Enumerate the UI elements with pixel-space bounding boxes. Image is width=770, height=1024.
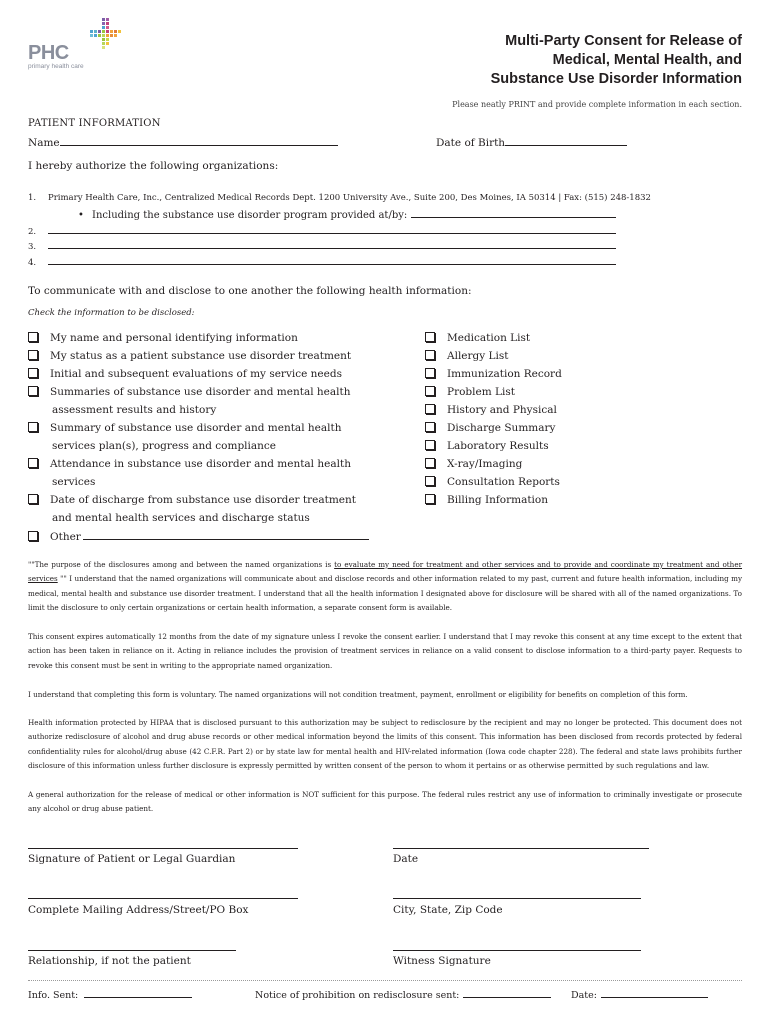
city-label: City, State, Zip Code (393, 904, 503, 916)
checkbox[interactable] (28, 386, 38, 396)
checkbox[interactable] (425, 386, 435, 396)
checkbox[interactable] (425, 350, 435, 360)
org-2-field[interactable] (48, 224, 616, 234)
checklist-item[interactable] (28, 386, 351, 398)
dob-field[interactable] (505, 136, 627, 146)
signature-label: Signature of Patient or Legal Guardian (28, 853, 236, 865)
checkbox[interactable] (28, 531, 38, 541)
checklist-item[interactable] (28, 422, 341, 434)
date-label: Date (393, 853, 419, 865)
checklist-item[interactable] (425, 386, 515, 398)
info-sent-label: Info. Sent: (28, 990, 79, 1001)
footer-divider (28, 980, 742, 981)
disclose-subheading: Check the information to be disclosed: (28, 308, 195, 318)
org-row-1 (28, 193, 651, 203)
other-field[interactable] (83, 530, 369, 540)
info-sent-field[interactable] (84, 988, 192, 998)
checkbox[interactable] (425, 368, 435, 378)
org-1-sub-text: Including the substance use disorder program provided at/by: (92, 210, 408, 221)
disclose-heading (28, 285, 472, 297)
checkbox[interactable] (425, 332, 435, 342)
org-1-text: Primary Health Care, Inc., Centralized Medical Records Dept. 1200 University Ave., Suite 200, Des Moines, IA 50314 | Fax: (515) 248-1832 (48, 193, 651, 203)
notice-row (255, 988, 551, 1001)
checklist-label-cont: assessment results and history (52, 404, 217, 416)
checklist-item[interactable] (425, 404, 557, 416)
dob-row (436, 136, 627, 149)
org-row-4 (28, 255, 616, 268)
address-line[interactable] (28, 898, 298, 899)
checklist-label: Consultation Reports (447, 476, 560, 488)
checklist-item-other[interactable] (28, 530, 369, 543)
expiry-paragraph: This consent expires automatically 12 months from the date of my signature unless I revoke the consent earlier. I understand that I may revoke this consent at any time except to the extent that action has been taken in reliance on it. Acting in reliance includes the provision of treatment services in reliance on a valid consent to disclose information to a third-party payer. Requests to revoke this consent must be sent in writing to the appropriate named organization. (28, 632, 742, 670)
checklist-item[interactable] (28, 332, 298, 344)
voluntary-paragraph: I understand that completing this form is voluntary. The named organizations will not condition treatment, payment, enrollment or eligibility for benefits on completion of this form. (28, 690, 688, 699)
checklist-label: Allergy List (447, 350, 509, 362)
checkbox[interactable] (28, 494, 38, 504)
checkbox[interactable] (425, 476, 435, 486)
checklist-item[interactable] (425, 422, 555, 434)
checklist-item[interactable] (28, 494, 356, 506)
checkbox[interactable] (28, 332, 38, 342)
checklist-item[interactable] (425, 440, 549, 452)
patient-section-title: PATIENT INFORMATION (28, 118, 161, 129)
city-line[interactable] (393, 898, 641, 899)
checklist-item[interactable] (425, 476, 560, 488)
relationship-label: Relationship, if not the patient (28, 955, 191, 967)
name-label: Name (28, 137, 60, 149)
logo-wordmark: PHC (28, 42, 69, 64)
org-4-field[interactable] (48, 255, 616, 265)
checklist-label: History and Physical (447, 404, 557, 416)
checklist-item[interactable] (28, 350, 351, 362)
date-line[interactable] (393, 848, 649, 849)
checklist-label: Date of discharge from substance use disorder treatment (50, 494, 357, 506)
checklist-label: Laboratory Results (447, 440, 549, 452)
checklist-label: Initial and subsequent evaluations of my service needs (50, 368, 342, 380)
checkbox[interactable] (425, 404, 435, 414)
checkbox[interactable] (28, 458, 38, 468)
general-authorization-paragraph: A general authorization for the release of medical or other information is NOT sufficient for this purpose. The federal rules restrict any use of information to criminally investigate or prosecute any alcohol or drug abuse patient. (28, 790, 742, 814)
checklist-item[interactable] (425, 332, 530, 344)
witness-line[interactable] (393, 950, 641, 951)
org-number: 1. (28, 193, 37, 203)
phc-logo (28, 18, 128, 78)
org-row-3 (28, 239, 616, 252)
checklist-item[interactable] (425, 494, 548, 506)
checklist-item[interactable] (425, 350, 508, 362)
form-title (322, 32, 742, 89)
checklist-label: Immunization Record (447, 368, 562, 380)
footer-date-field[interactable] (601, 988, 708, 998)
checkbox[interactable] (425, 458, 435, 468)
checklist-label: Attendance in substance use disorder and mental health (50, 458, 351, 470)
checklist-label: X-ray/Imaging (447, 458, 523, 470)
checklist-item[interactable] (28, 458, 351, 470)
checklist-label: Summary of substance use disorder and mental health (50, 422, 342, 434)
checklist-label: Billing Information (447, 494, 548, 506)
footer-date-label: Date: (571, 990, 597, 1001)
name-field[interactable] (60, 136, 338, 146)
hipaa-paragraph: Health information protected by HIPAA that is disclosed pursuant to this authorization may be subject to redisclosure by the recipient and may no longer be protected. This document does not authorize redisclosure of alcohol and drug abuse records or other medical information beyond the limits of this consent. This information has been disclosed from records protected by federal confidentiality rules for alcohol/drug abuse (42 C.F.R. Part 2) or by state law for mental health and HIV-related information (Iowa code chapter 228). The federal and state laws prohibits further disclosure of this information unless further disclosure is expressly permitted by written consent of the person to whom it pertains or as otherwise permitted by such regulations and law. (28, 718, 742, 770)
bullet-icon: • (78, 210, 84, 221)
checklist-label: Other (50, 531, 81, 543)
purpose-underlined: to evaluate my need for treatment and other services and to provide and coordinate my treatment and other services (28, 560, 743, 584)
checklist-label: Medication List (447, 332, 531, 344)
checklist-label: Problem List (447, 386, 515, 398)
checkbox[interactable] (425, 422, 435, 432)
org-number: 3. (28, 242, 37, 252)
logo-subtitle: primary health care (28, 63, 84, 70)
authorize-heading: I hereby authorize the following organizations: (28, 160, 279, 172)
org-number: 4. (28, 258, 37, 268)
org-3-field[interactable] (48, 239, 616, 249)
address-label: Complete Mailing Address/Street/PO Box (28, 904, 249, 916)
org-number: 2. (28, 227, 37, 237)
signature-line[interactable] (28, 848, 298, 849)
checklist-label-cont: services plan(s), progress and compliance (52, 440, 277, 452)
substance-program-field[interactable] (411, 208, 616, 218)
form-instructions: Please neatly PRINT and provide complete information in each section. (452, 100, 742, 109)
relationship-line[interactable] (28, 950, 236, 951)
org-row-2 (28, 224, 616, 237)
notice-field[interactable] (463, 988, 551, 998)
dob-label: Date of Birth (436, 137, 506, 149)
witness-label: Witness Signature (393, 955, 491, 967)
purpose-paragraph (28, 558, 742, 615)
title-line-3: Substance Use Disorder Information (490, 71, 742, 87)
checklist-label: My status as a patient substance use disorder treatment (50, 350, 352, 362)
disclose-heading-colon: : (467, 285, 472, 297)
notice-label: Notice of prohibition on redisclosure sent: (255, 990, 460, 1001)
info-sent-row (28, 988, 192, 1001)
title-line-1: Multi-Party Consent for Release of (505, 33, 742, 49)
checklist-item[interactable] (28, 368, 342, 380)
checkbox[interactable] (28, 350, 38, 360)
checklist-label: My name and personal identifying information (50, 332, 298, 344)
checkbox[interactable] (425, 494, 435, 504)
checklist-item[interactable] (425, 368, 562, 380)
disclose-heading-text: To communicate with and disclose to one another the following health information (28, 285, 468, 297)
checkbox[interactable] (425, 440, 435, 450)
patient-name-row (28, 136, 338, 149)
checklist-label-cont: and mental health services and discharge status (52, 512, 310, 524)
checklist-label-cont: services (52, 476, 96, 488)
footer-date-row (571, 988, 708, 1001)
purpose-prefix: ""The purpose of the disclosures among and between the named organizations is (28, 560, 335, 569)
checklist-item[interactable] (425, 458, 522, 470)
logo-cross-icon (86, 18, 126, 54)
checkbox[interactable] (28, 368, 38, 378)
checkbox[interactable] (28, 422, 38, 432)
checklist-label: Discharge Summary (447, 422, 556, 434)
title-line-2: Medical, Mental Health, and (552, 52, 742, 68)
org-1-sub-row (70, 208, 616, 221)
purpose-suffix: "" (57, 574, 67, 584)
purpose-body: I understand that the named organizations will communicate about and disclose records and other information related to my past, current and future health information, including my medical, mental health and substance use disorder treatment. I understand that all the health information I designated above for disclosure will be shared with all of the named organizations. To limit the disclosure to only certain organizations or certain health information, a separate consent form is available. (28, 574, 743, 612)
checklist-label: Summaries of substance use disorder and mental health (50, 386, 351, 398)
